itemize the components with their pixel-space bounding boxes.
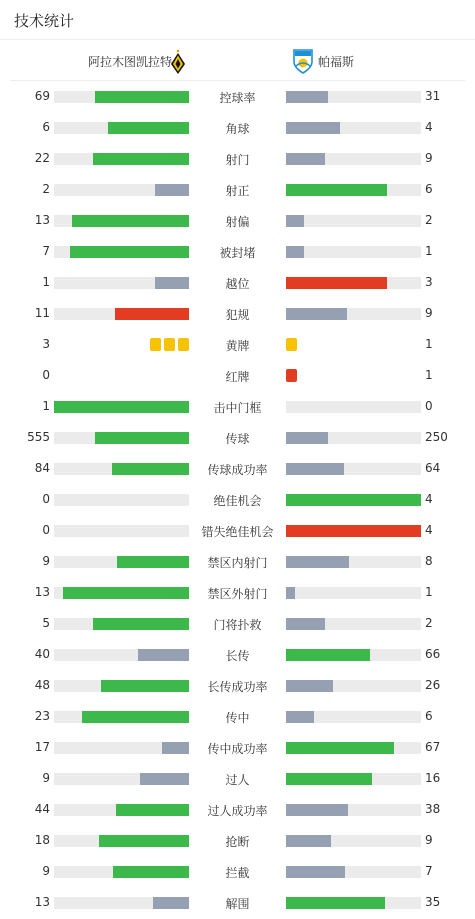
home-value: 0 [42, 492, 50, 506]
page-title: 技术统计 [14, 12, 75, 30]
away-bar-fill [286, 184, 387, 196]
away-bar-fill [286, 897, 385, 909]
away-cards [286, 369, 297, 382]
stat-row [0, 236, 475, 267]
home-value: 84 [34, 461, 50, 475]
stat-label: 角球 [225, 122, 250, 136]
home-bar-fill [93, 153, 189, 165]
home-bar-fill [153, 897, 189, 909]
stat-label: 越位 [225, 277, 250, 291]
stat-label: 长传 [225, 649, 250, 663]
stat-row [0, 546, 475, 577]
away-team-logo-icon[interactable] [292, 48, 314, 74]
away-value: 1 [425, 337, 433, 351]
home-value: 11 [34, 306, 50, 320]
home-bar-track [54, 401, 189, 413]
stat-row [0, 701, 475, 732]
stat-label: 射偏 [225, 215, 250, 229]
away-bar-fill [286, 153, 325, 165]
home-bar-track [54, 804, 189, 816]
home-bar-track [54, 277, 189, 289]
home-bar-track [54, 835, 189, 847]
home-value: 0 [42, 368, 50, 382]
away-bar-track [286, 246, 421, 258]
home-value: 13 [34, 213, 50, 227]
home-bar-track [54, 246, 189, 258]
stat-label: 犯规 [225, 308, 250, 322]
stat-label: 抢断 [225, 835, 250, 849]
away-bar-fill [286, 804, 348, 816]
stat-label: 控球率 [219, 91, 256, 105]
away-bar-track [286, 308, 421, 320]
stat-row [0, 267, 475, 298]
stat-label: 射正 [225, 184, 250, 198]
stat-label: 禁区内射门 [207, 556, 268, 570]
away-value: 2 [425, 616, 433, 630]
home-bar-fill [113, 866, 189, 878]
home-bar-fill [95, 432, 190, 444]
home-bar-fill [95, 91, 190, 103]
stat-row [0, 856, 475, 887]
away-bar-fill [286, 525, 421, 537]
away-bar-track [286, 587, 421, 599]
stat-label: 黄牌 [225, 339, 250, 353]
away-bar-track [286, 897, 421, 909]
home-bar-fill [70, 246, 189, 258]
teams-header [10, 41, 465, 81]
stat-row [0, 205, 475, 236]
away-value: 7 [425, 864, 433, 878]
away-bar-track [286, 773, 421, 785]
away-value: 9 [425, 306, 433, 320]
stat-label: 长传成功率 [207, 680, 268, 694]
stat-row [0, 515, 475, 546]
home-bar-track [54, 308, 189, 320]
away-bar-fill [286, 246, 304, 258]
home-bar-fill [82, 711, 189, 723]
away-bar-fill [286, 215, 304, 227]
home-bar-fill [162, 742, 189, 754]
away-value: 38 [425, 802, 441, 816]
away-cards [286, 338, 297, 351]
home-bar-track [54, 494, 189, 506]
away-bar-track [286, 556, 421, 568]
stat-row [0, 174, 475, 205]
away-bar-track [286, 525, 421, 537]
away-bar-fill [286, 618, 325, 630]
away-value: 250 [425, 430, 448, 444]
home-bar-track [54, 773, 189, 785]
home-bar-track [54, 525, 189, 537]
home-value: 17 [34, 740, 50, 754]
stat-row [0, 453, 475, 484]
away-bar-fill [286, 866, 345, 878]
away-bar-track [286, 153, 421, 165]
stat-row [0, 484, 475, 515]
home-value: 18 [34, 833, 50, 847]
home-cards [150, 338, 189, 351]
home-value: 69 [34, 89, 50, 103]
stat-row [0, 360, 475, 391]
stat-row [0, 732, 475, 763]
card-icon [286, 338, 297, 351]
away-value: 35 [425, 895, 441, 909]
stat-label: 门将扑救 [213, 618, 262, 632]
stat-row [0, 670, 475, 701]
home-bar-fill [116, 804, 189, 816]
home-bar-track [54, 618, 189, 630]
away-value: 66 [425, 647, 441, 661]
home-bar-fill [54, 401, 189, 413]
away-bar-track [286, 711, 421, 723]
away-bar-fill [286, 742, 394, 754]
away-value: 1 [425, 585, 433, 599]
away-value: 16 [425, 771, 441, 785]
away-bar-fill [286, 680, 333, 692]
away-bar-track [286, 277, 421, 289]
away-value: 3 [425, 275, 433, 289]
away-value: 1 [425, 368, 433, 382]
home-bar-fill [140, 773, 189, 785]
home-bar-fill [63, 587, 189, 599]
away-value: 4 [425, 492, 433, 506]
home-team-name[interactable]: 阿拉木图凯拉特 [87, 55, 172, 69]
stat-label: 解围 [225, 897, 250, 911]
header [0, 0, 475, 40]
stat-label: 射门 [225, 153, 250, 167]
home-bar-fill [101, 680, 189, 692]
stat-row [0, 329, 475, 360]
away-value: 6 [425, 182, 433, 196]
home-bar-fill [115, 308, 189, 320]
stat-label: 传球成功率 [207, 463, 268, 477]
home-bar-fill [155, 184, 189, 196]
away-value: 2 [425, 213, 433, 227]
away-bar-track [286, 835, 421, 847]
home-bar-track [54, 432, 189, 444]
home-bar-track [54, 649, 189, 661]
stat-row [0, 422, 475, 453]
home-bar-track [54, 215, 189, 227]
stat-row [0, 577, 475, 608]
away-bar-track [286, 804, 421, 816]
card-icon [164, 338, 175, 351]
away-bar-fill [286, 122, 340, 134]
home-value: 13 [34, 895, 50, 909]
away-bar-fill [286, 432, 328, 444]
away-bar-fill [286, 649, 370, 661]
away-value: 67 [425, 740, 441, 754]
stat-label: 禁区外射门 [207, 587, 268, 601]
away-bar-track [286, 866, 421, 878]
card-icon [178, 338, 189, 351]
home-value: 555 [27, 430, 50, 444]
away-value: 0 [425, 399, 433, 413]
home-value: 6 [42, 120, 50, 134]
home-bar-fill [155, 277, 189, 289]
away-bar-track [286, 494, 421, 506]
home-bar-fill [72, 215, 189, 227]
home-value: 22 [34, 151, 50, 165]
away-value: 6 [425, 709, 433, 723]
away-bar-track [286, 680, 421, 692]
stat-row [0, 391, 475, 422]
away-value: 4 [425, 120, 433, 134]
home-bar-fill [108, 122, 189, 134]
stat-row [0, 887, 475, 918]
stat-label: 传中 [225, 711, 250, 725]
away-value: 9 [425, 151, 433, 165]
stat-label: 红牌 [225, 370, 250, 384]
card-icon [286, 369, 297, 382]
stat-label: 错失绝佳机会 [201, 525, 274, 539]
home-value: 1 [42, 275, 50, 289]
home-bar-fill [99, 835, 189, 847]
stat-row [0, 825, 475, 856]
stat-row [0, 143, 475, 174]
home-team-logo-icon[interactable] [170, 49, 186, 75]
away-bar-fill [286, 463, 344, 475]
card-icon [150, 338, 161, 351]
stat-row [0, 81, 475, 112]
home-value: 9 [42, 554, 50, 568]
home-bar-track [54, 463, 189, 475]
stat-label: 传中成功率 [207, 742, 268, 756]
home-bar-track [54, 897, 189, 909]
away-bar-fill [286, 835, 331, 847]
away-bar-fill [286, 587, 295, 599]
home-bar-track [54, 680, 189, 692]
away-bar-track [286, 122, 421, 134]
stat-label: 击中门框 [213, 401, 262, 415]
stat-label: 绝佳机会 [213, 494, 262, 508]
away-value: 31 [425, 89, 441, 103]
home-value: 44 [34, 802, 50, 816]
home-value: 9 [42, 771, 50, 785]
stats-list [0, 81, 475, 918]
stat-row [0, 794, 475, 825]
away-value: 8 [425, 554, 433, 568]
stat-row [0, 298, 475, 329]
away-bar-track [286, 91, 421, 103]
away-value: 4 [425, 523, 433, 537]
stat-row [0, 639, 475, 670]
stat-row [0, 112, 475, 143]
away-value: 1 [425, 244, 433, 258]
home-value: 23 [34, 709, 50, 723]
home-bar-track [54, 711, 189, 723]
stat-label: 拦截 [225, 866, 250, 880]
stat-label: 过人成功率 [207, 804, 268, 818]
home-bar-fill [112, 463, 189, 475]
away-bar-track [286, 401, 421, 413]
home-value: 7 [42, 244, 50, 258]
away-bar-track [286, 649, 421, 661]
home-value: 3 [42, 337, 50, 351]
home-value: 1 [42, 399, 50, 413]
away-bar-fill [286, 711, 314, 723]
home-bar-track [54, 122, 189, 134]
home-value: 13 [34, 585, 50, 599]
away-bar-fill [286, 91, 328, 103]
stat-row [0, 608, 475, 639]
home-value: 48 [34, 678, 50, 692]
away-bar-fill [286, 308, 347, 320]
home-bar-fill [93, 618, 189, 630]
away-team-name[interactable]: 帕福斯 [318, 55, 355, 69]
home-bar-track [54, 91, 189, 103]
away-bar-track [286, 215, 421, 227]
home-value: 40 [34, 647, 50, 661]
stat-label: 传球 [225, 432, 250, 446]
away-bar-track [286, 618, 421, 630]
away-bar-fill [286, 556, 349, 568]
away-bar-track [286, 432, 421, 444]
away-value: 64 [425, 461, 441, 475]
home-bar-track [54, 184, 189, 196]
away-value: 9 [425, 833, 433, 847]
stat-row [0, 763, 475, 794]
home-bar-fill [138, 649, 189, 661]
away-bar-track [286, 742, 421, 754]
away-bar-fill [286, 494, 421, 506]
away-bar-track [286, 463, 421, 475]
home-bar-track [54, 742, 189, 754]
home-bar-fill [117, 556, 189, 568]
home-value: 5 [42, 616, 50, 630]
away-bar-fill [286, 277, 387, 289]
home-value: 2 [42, 182, 50, 196]
away-bar-fill [286, 773, 372, 785]
home-value: 0 [42, 523, 50, 537]
home-bar-track [54, 866, 189, 878]
home-bar-track [54, 556, 189, 568]
home-bar-track [54, 153, 189, 165]
away-value: 26 [425, 678, 441, 692]
home-bar-track [54, 587, 189, 599]
stat-label: 被封堵 [219, 246, 256, 260]
home-value: 9 [42, 864, 50, 878]
stat-label: 过人 [225, 773, 250, 787]
away-bar-track [286, 184, 421, 196]
